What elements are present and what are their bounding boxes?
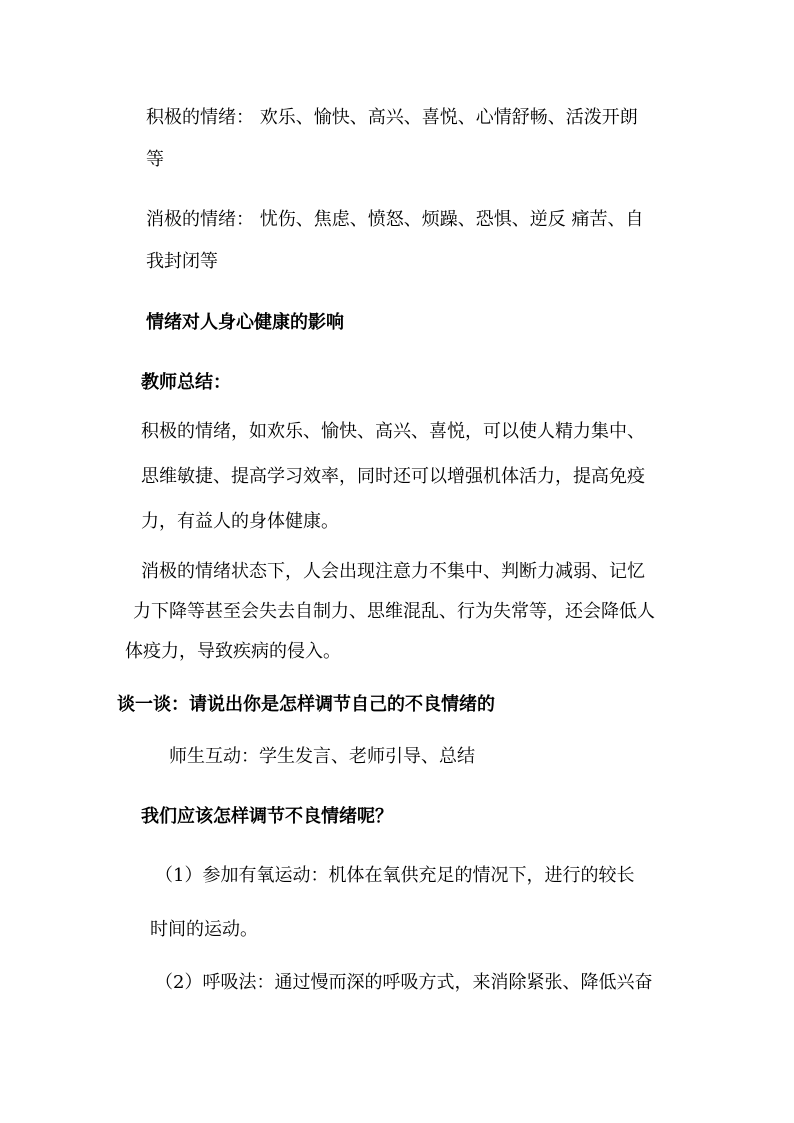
method-1-line-2: 时间的运动。 [150,919,258,940]
summary-paragraph-1-line-3: 力，有益人的身体健康。 [141,511,339,532]
summary-paragraph-1-line-2: 思维敏捷、提高学习效率，同时还可以增强机体活力，提高免疫 [141,466,645,487]
positive-emotions-line: 积极的情绪： 欢乐、愉快、高兴、喜悦、心情舒畅、活泼开朗 [146,107,638,128]
discussion-prompt: 谈一谈：请说出你是怎样调节自己的不良情绪的 [117,694,495,715]
negative-emotions-line-cont: 我封闭等 [146,251,218,272]
method-1-line-1: （1）参加有氧运动：机体在氧供充足的情况下，进行的较长 [155,865,635,886]
section-heading-health-impact: 情绪对人身心健康的影响 [146,312,344,333]
negative-emotions-line: 消极的情绪： 忧伤、焦虑、愤怒、烦躁、恐惧、逆反 痛苦、自 [146,209,644,230]
method-2-line-1: （2）呼吸法：通过慢而深的呼吸方式，来消除紧张、降低兴奋 [155,972,653,993]
summary-paragraph-1-line-1: 积极的情绪，如欢乐、愉快、高兴、喜悦，可以使人精力集中、 [141,421,645,442]
summary-paragraph-2-line-1: 消极的情绪状态下，人会出现注意力不集中、判断力减弱、记忆 [141,561,645,582]
regulation-question: 我们应该怎样调节不良情绪呢？ [141,806,393,827]
summary-paragraph-2-line-2: 力下降等甚至会失去自制力、思维混乱、行为失常等，还会降低人 [133,601,655,622]
teacher-summary-heading: 教师总结： [141,372,231,393]
summary-paragraph-2-line-3: 体疫力，导致疾病的侵入。 [125,641,341,662]
positive-emotions-line-cont: 等 [146,149,164,170]
teacher-student-interaction: 师生互动：学生发言、老师引导、总结 [169,746,475,767]
